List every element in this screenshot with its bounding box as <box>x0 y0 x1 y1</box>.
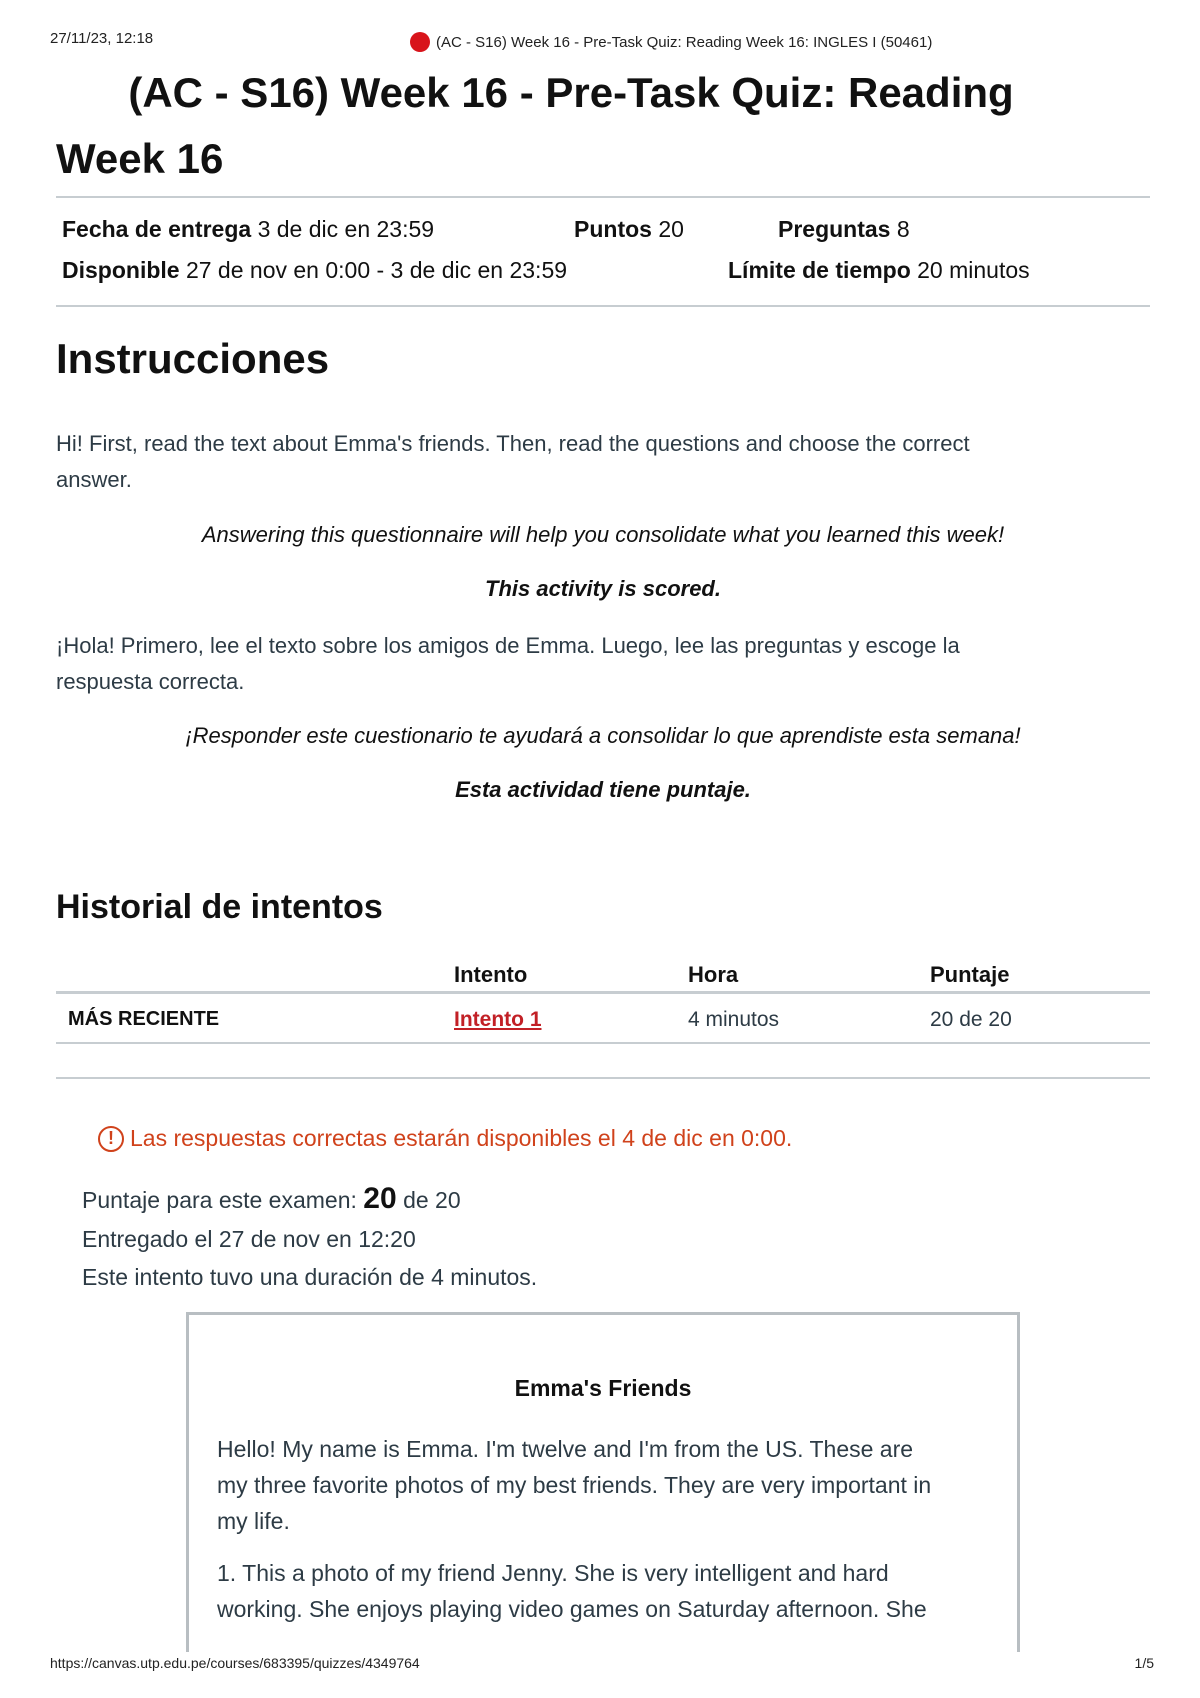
due-label: Fecha de entrega <box>62 216 252 242</box>
print-date: 27/11/23, 12:18 <box>50 30 154 47</box>
answers-availability-alert <box>98 1125 792 1152</box>
available-value: 27 de nov en 0:00 - 3 de dic en 23:59 <box>185 257 568 283</box>
quiz-score: Puntaje para este examen: 20 de 20 <box>82 1182 461 1215</box>
instructions-en-scored: This activity is scored. <box>485 576 721 601</box>
divider <box>56 305 1150 307</box>
table-row <box>56 994 1150 1044</box>
points <box>574 216 684 243</box>
instructions-es-scored: Esta actividad tiene puntaje. <box>455 777 751 802</box>
print-tab-title <box>410 32 932 52</box>
page-title <box>56 60 1146 192</box>
time-limit <box>728 257 1030 284</box>
instructions-heading: Instrucciones <box>56 335 330 382</box>
divider <box>56 196 1150 198</box>
print-header <box>0 30 1200 54</box>
available <box>62 257 567 284</box>
attempt-score: 20 de 20 <box>930 1008 1012 1031</box>
questions-label: Preguntas <box>778 216 891 242</box>
reading-passage <box>186 1312 1020 1652</box>
questions-value: 8 <box>896 216 910 242</box>
divider <box>56 1077 1150 1079</box>
due-value: 3 de dic en 23:59 <box>257 216 435 242</box>
reading-paragraph: 1. This a photo of my friend Jenny. She is very intelligent and hard working. She enjoys playing video games on Saturday afternoon. She <box>217 1560 927 1622</box>
print-tab-title-text: (AC - S16) Week 16 - Pre-Task Quiz: Reading Week 16: INGLES I (50461) <box>436 33 933 51</box>
column-header: Puntaje <box>930 962 1010 987</box>
points-label: Puntos <box>574 216 652 242</box>
attempt-duration: Este intento tuvo una duración de 4 minutos. <box>82 1264 538 1290</box>
submitted-at: Entregado el 27 de nov en 12:20 <box>82 1226 416 1252</box>
attempt-link[interactable]: Intento 1 <box>454 1008 542 1031</box>
exclamation-icon: ! <box>98 1126 124 1152</box>
column-header: Intento <box>454 962 528 987</box>
time-limit-value: 20 minutos <box>917 257 1030 283</box>
attempt-time: 4 minutos <box>688 1008 780 1031</box>
page-title-line1: (AC - S16) Week 16 - Pre-Task Quiz: Reading <box>128 69 1014 116</box>
due-date <box>62 216 434 243</box>
score-value: 20 <box>363 1182 397 1215</box>
instructions-es-paragraph: ¡Hola! Primero, lee el texto sobre los amigos de Emma. Luego, lee las preguntas y escoge la respuesta correcta. <box>56 633 960 694</box>
questions <box>778 216 910 243</box>
record-dot-icon <box>410 32 430 52</box>
column-header: Hora <box>688 962 739 987</box>
instructions-en-italic: Answering this questionnaire will help you consolidate what you learned this week! <box>201 522 1005 547</box>
instructions-es-italic: ¡Responder este cuestionario te ayudará a consolidar lo que aprendiste esta semana! <box>185 723 1021 748</box>
history-table <box>56 950 1150 1044</box>
print-url: https://canvas.utp.edu.pe/courses/683395/quizzes/4349764 <box>50 1655 420 1671</box>
instructions-en-paragraph: Hi! First, read the text about Emma's friends. Then, read the questions and choose the correct answer. <box>56 431 970 492</box>
available-label: Disponible <box>62 257 180 283</box>
reading-title: Emma's Friends <box>514 1375 692 1401</box>
alert-text: Las respuestas correctas estarán disponibles el 4 de dic en 0:00. <box>130 1125 793 1151</box>
print-page-number: 1/5 <box>1134 1655 1154 1671</box>
points-value: 20 <box>658 216 684 242</box>
history-heading: Historial de intentos <box>56 888 383 926</box>
reading-paragraph: Hello! My name is Emma. I'm twelve and I'm from the US. These are my three favorite photos of my best friends. They are very important in my life. <box>217 1436 932 1534</box>
history-table-header <box>56 950 1150 994</box>
page-title-line2: Week 16 <box>56 135 224 182</box>
time-limit-label: Límite de tiempo <box>728 257 911 283</box>
row-label: MÁS RECIENTE <box>68 1008 220 1030</box>
